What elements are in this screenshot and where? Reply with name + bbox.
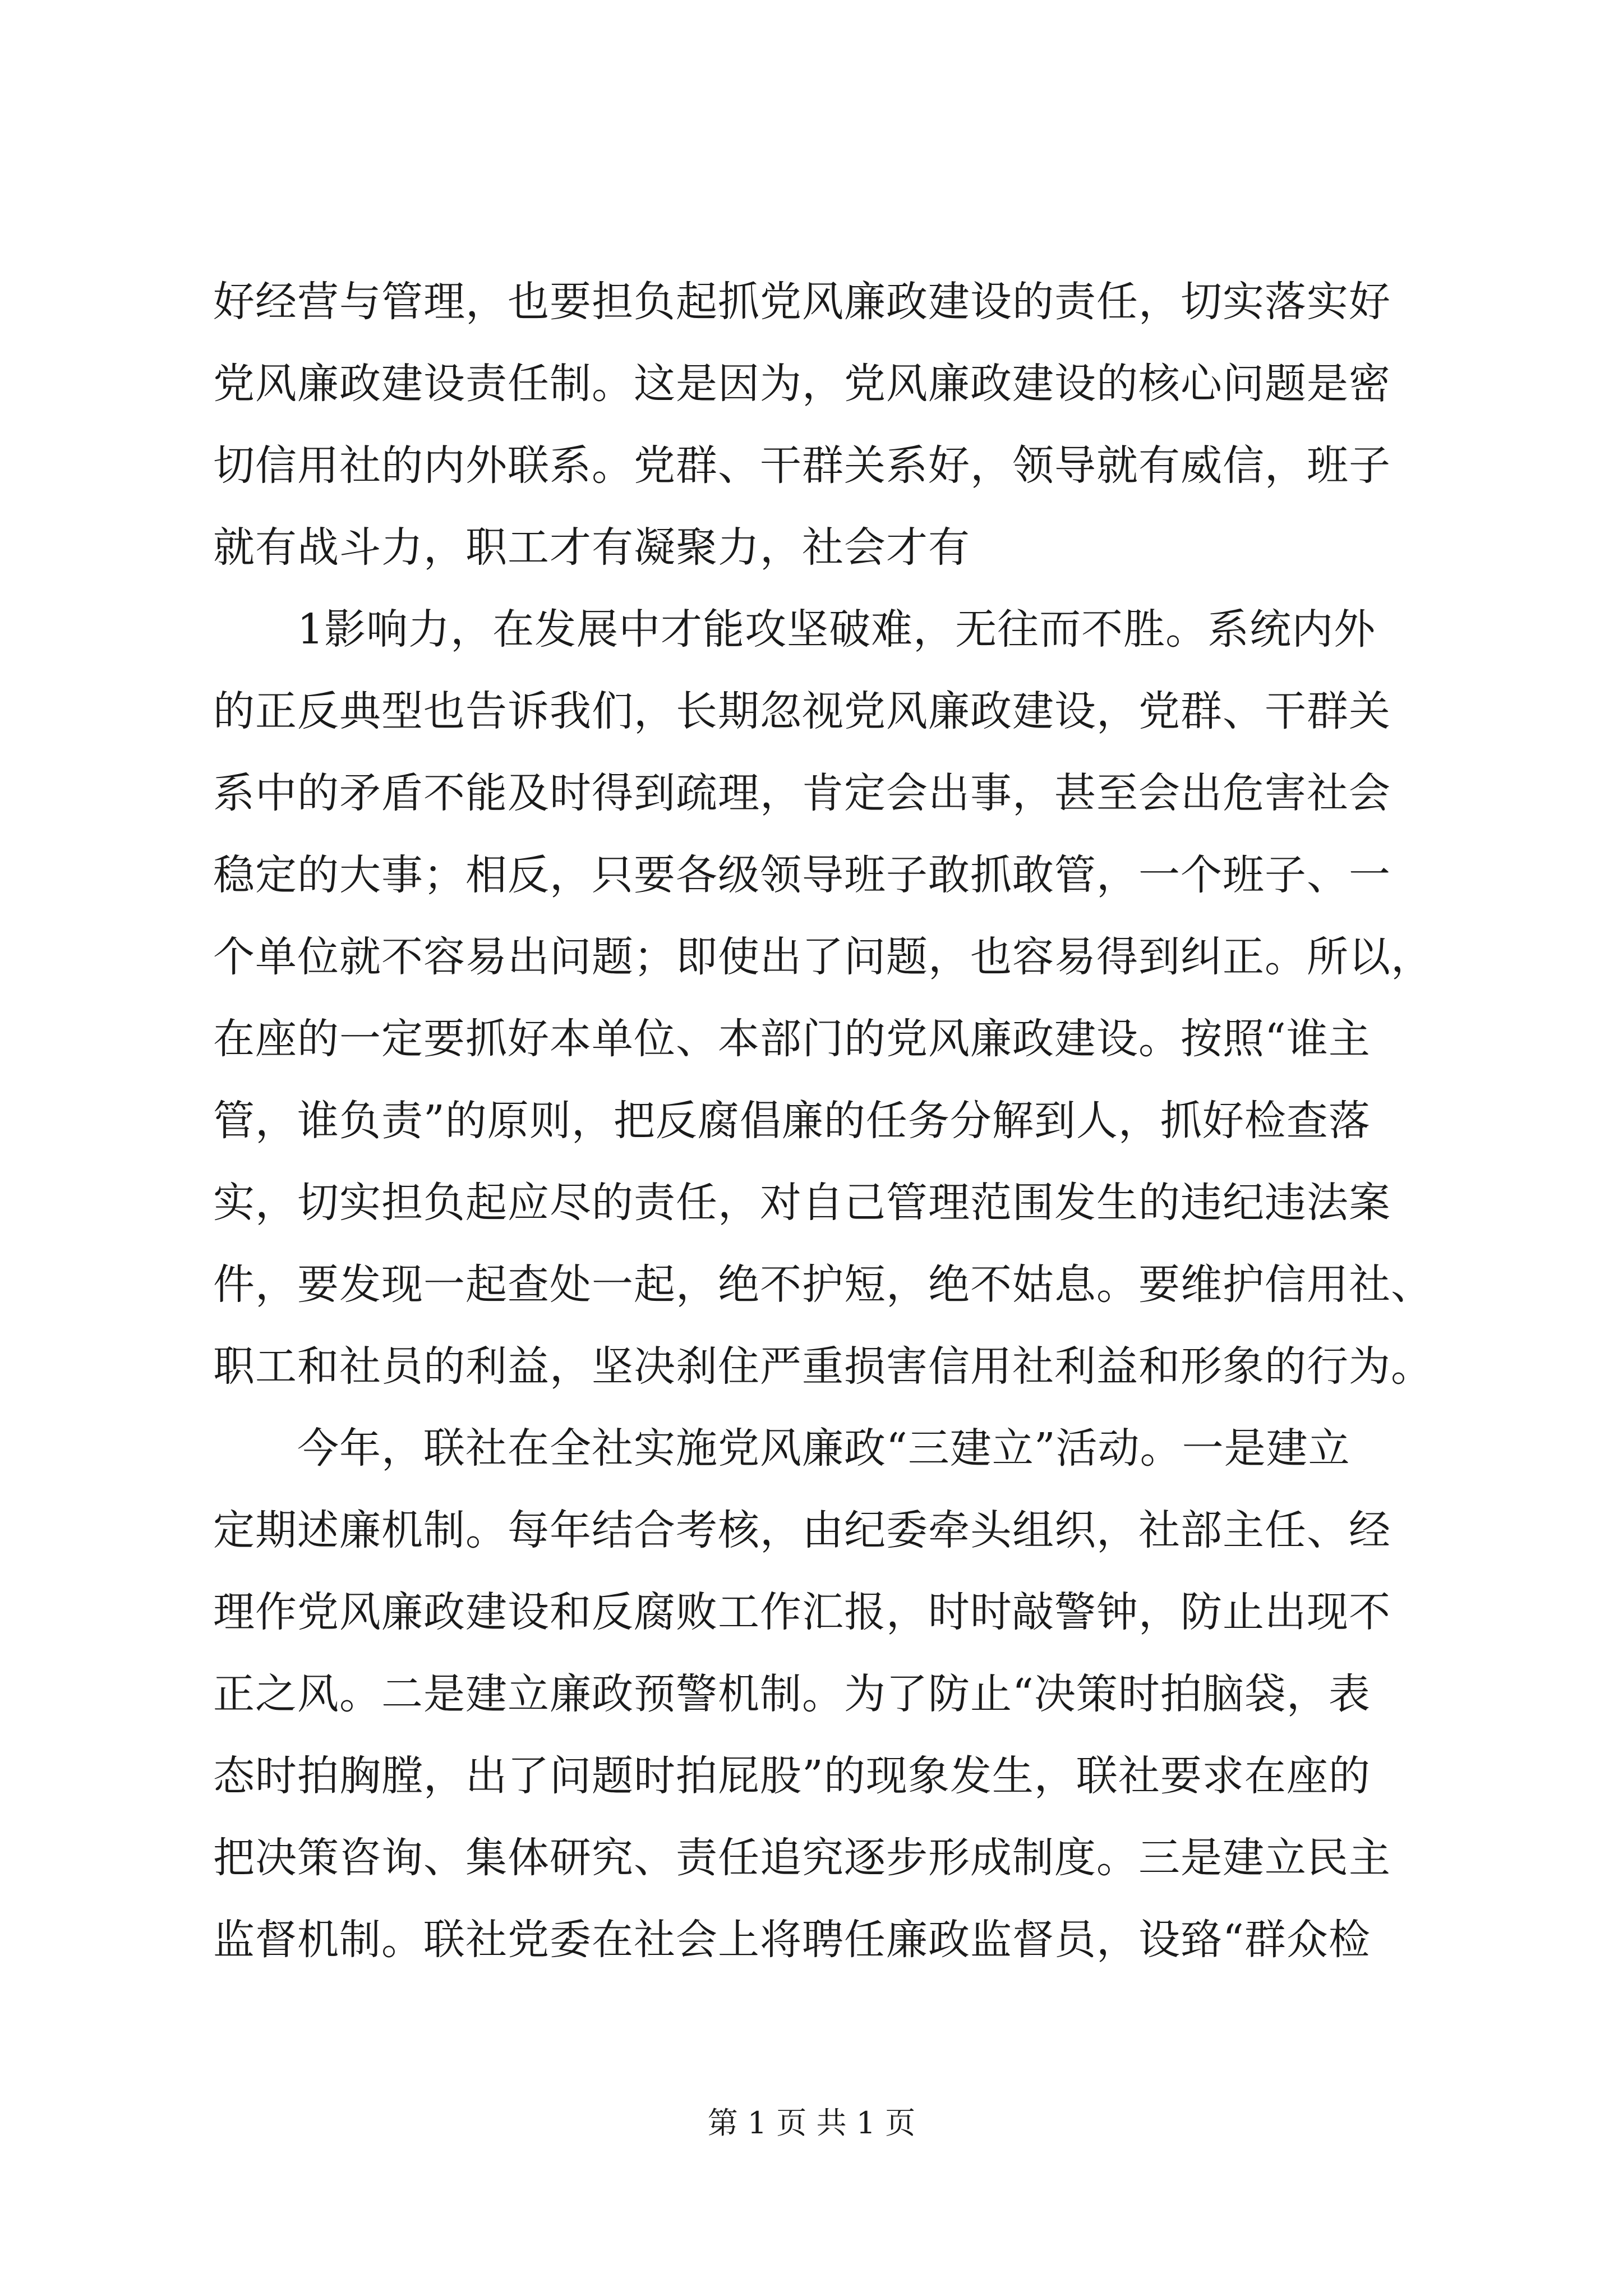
text-line: 系中的矛盾不能及时得到疏理，肯定会出事，甚至会出危害社会 <box>213 769 1391 817</box>
text-line: 管，谁负责”的原则，把反腐倡廉的任务分解到人，抓好检查落 <box>213 1097 1371 1145</box>
text-line: 理作党风廉政建设和反腐败工作汇报，时时敲警钟，防止出现不 <box>213 1588 1391 1636</box>
document-body <box>213 261 1433 1981</box>
text-line: 件，要发现一起查处一起，绝不护短，绝不姑息。要维护信用社、 <box>213 1260 1433 1309</box>
text-line: 把决策咨询、集体研究、责任追究逐步形成制度。三是建立民主 <box>213 1834 1391 1882</box>
text-line: 个单位就不容易出问题；即使出了问题，也容易得到纠正。所以， <box>213 933 1433 981</box>
text-line: 实，切实担负起应尽的责任，对自己管理范围发生的违纪违法案 <box>213 1179 1391 1227</box>
text-line: 今年，联社在全社实施党风廉政“三建立”活动。一是建立 <box>297 1424 1350 1473</box>
text-line: 1影响力，在发展中才能攻坚破难，无往而不胜。系统内外 <box>297 605 1376 654</box>
text-line: 定期述廉机制。每年结合考核，由纪委牵头组织，社部主任、经 <box>213 1506 1391 1554</box>
text-line: 党风廉政建设责任制。这是因为，党风廉政建设的核心问题是密 <box>213 360 1391 408</box>
text-line: 稳定的大事；相反，只要各级领导班子敢抓敢管，一个班子、一 <box>213 851 1391 899</box>
text-line: 监督机制。联社党委在社会上将聘任廉政监督员，设臵“群众检 <box>213 1916 1371 1964</box>
text-line: 在座的一定要抓好本单位、本部门的党风廉政建设。按照“谁主 <box>213 1015 1371 1063</box>
text-line: 切信用社的内外联系。党群、干群关系好，领导就有威信，班子 <box>213 441 1391 490</box>
text-line: 职工和社员的利益，坚决刹住严重损害信用社利益和形象的行为。 <box>213 1342 1433 1391</box>
text-line: 好经营与管理，也要担负起抓党风廉政建设的责任，切实落实好 <box>213 278 1391 326</box>
text-line: 正之风。二是建立廉政预警机制。为了防止“决策时拍脑袋，表 <box>213 1670 1371 1718</box>
text-line: 态时拍胸膛，出了问题时拍屁股”的现象发生，联社要求在座的 <box>213 1752 1371 1800</box>
page-footer: 第 1 页 共 1 页 <box>707 2105 916 2141</box>
text-line: 的正反典型也告诉我们，长期忽视党风廉政建设，党群、干群关 <box>213 687 1391 735</box>
text-line: 就有战斗力，职工才有凝聚力，社会才有 <box>213 523 970 572</box>
